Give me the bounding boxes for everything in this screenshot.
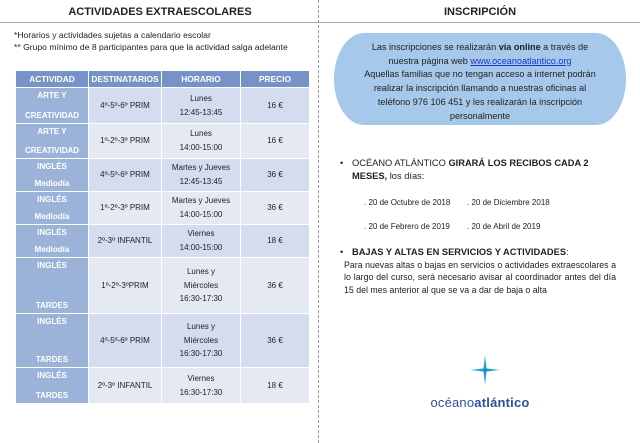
cell-destinatarios-text: 1º-2º-3º PRIM — [100, 203, 150, 213]
note-minimum-group: ** Grupo mínimo de 8 participantes para que la actividad salga adelante — [14, 41, 288, 52]
box-line-1-end: a través de — [540, 42, 589, 52]
table-row — [16, 159, 310, 192]
cell-horario — [162, 88, 241, 124]
changes-colon: : — [566, 247, 569, 257]
cell-precio-text: 36 € — [267, 335, 283, 345]
cell-horario — [162, 159, 241, 192]
cell-actividad — [16, 88, 89, 124]
cell-actividad-text: ARTE Y — [37, 126, 67, 136]
cell-horario — [162, 192, 241, 225]
cell-destinatarios — [89, 124, 162, 159]
title-rule — [0, 22, 320, 23]
table-row — [16, 368, 310, 404]
cell-horario — [162, 225, 241, 258]
cell-destinatarios — [89, 88, 162, 124]
cell-horario-text: Lunes y — [186, 267, 216, 277]
billing-date: . 20 de Octubre de 2018 — [364, 198, 451, 207]
changes-paragraph: Para nuevas altas o bajas en servicios o actividades extraescolares a lo largo del curso, será necesario avisar al coordinador antes del día 15 del mes anterior al que se va a dar de baja o alta — [344, 260, 616, 295]
cell-actividad-text: CREATIVIDAD — [24, 145, 80, 155]
cell-actividad-text: INGLÉS — [37, 316, 67, 326]
billing-months: MESES, — [352, 171, 388, 181]
cell-actividad-text: TARDES — [35, 390, 69, 400]
cell-destinatarios — [89, 159, 162, 192]
cell-actividad — [16, 159, 89, 192]
cell-precio — [241, 88, 310, 124]
cell-horario-text: 12:45-13:45 — [179, 107, 223, 117]
billing-bullet — [340, 157, 620, 183]
cell-horario — [162, 124, 241, 159]
cell-precio-text: 16 € — [267, 100, 283, 110]
cell-precio-text: 18 € — [267, 236, 283, 246]
cell-horario-text: 14:00-15:00 — [179, 143, 223, 152]
header-horario: HORARIO — [162, 71, 241, 88]
cell-horario-text: Miércoles — [183, 335, 219, 345]
bullet-dot: • — [340, 247, 344, 257]
cell-horario-text: 16:30-17:30 — [179, 349, 223, 359]
cell-destinatarios-text: 4º-5º-6º PRIM — [100, 335, 150, 345]
table-row — [16, 314, 310, 368]
inscription-title: INSCRIPCIÓN — [443, 6, 517, 18]
cell-destinatarios-text: 4º-5º-6º PRIM — [100, 100, 150, 110]
table-header-row — [16, 71, 310, 88]
logo-part-atlantico: atlántico — [474, 395, 530, 410]
cell-precio — [241, 225, 310, 258]
cell-horario-text: Lunes — [190, 93, 212, 103]
cell-destinatarios — [89, 258, 162, 314]
table-row — [16, 88, 310, 124]
website-link[interactable]: www.oceanoatlantico.org — [470, 55, 572, 66]
billing-date: . 20 de Febrero de 2019 — [364, 222, 450, 231]
table-row — [16, 225, 310, 258]
box-line-3: Aquellas familias que no tengan acceso a internet podrán — [364, 69, 596, 80]
changes-heading: BAJAS Y ALTAS EN SERVICIOS Y ACTIVIDADES — [352, 247, 567, 257]
cell-actividad-text: INGLÉS — [37, 370, 67, 380]
cell-horario-text: 12:45-13:45 — [179, 177, 223, 186]
cell-precio — [241, 258, 310, 314]
cell-destinatarios-text: 1º-2º-3º PRIM — [100, 136, 150, 146]
cell-horario — [162, 258, 241, 314]
cell-actividad-text: INGLÉS — [37, 161, 67, 171]
cell-precio — [241, 314, 310, 368]
cell-actividad-text: Mediodía — [34, 178, 70, 188]
table-row — [16, 124, 310, 159]
header-destinatarios: DESTINATARIOS — [89, 71, 162, 88]
cell-precio — [241, 368, 310, 404]
cell-precio-text: 18 € — [267, 380, 283, 390]
box-line-5: teléfono 976 106 451 y les realizarán la inscripción — [377, 96, 583, 107]
billing-date: . 20 de Diciembre 2018 — [467, 198, 550, 207]
cell-destinatarios — [89, 314, 162, 368]
cell-precio — [241, 192, 310, 225]
cell-actividad-text: Mediodía — [34, 211, 70, 221]
cell-horario-text: Lunes y — [186, 322, 216, 332]
cell-horario-text: Martes y Jueves — [171, 163, 231, 173]
bullet-dot: • — [340, 158, 344, 168]
cell-horario-text: 14:00-15:00 — [179, 243, 223, 252]
inscription-panel — [320, 0, 640, 443]
cell-horario-text: 16:30-17:30 — [179, 387, 223, 397]
cell-actividad-text: Mediodía — [34, 244, 70, 254]
cell-horario-text: 14:00-15:00 — [179, 210, 223, 219]
note-schedule: *Horarios y actividades sujetas a calendario escolar — [14, 30, 211, 40]
box-line-1: Las inscripciones se realizarán — [371, 42, 499, 52]
notes — [14, 30, 288, 53]
cell-precio — [241, 159, 310, 192]
cell-horario — [162, 314, 241, 368]
cell-actividad — [16, 192, 89, 225]
inscription-info-box — [334, 33, 626, 125]
cell-horario — [162, 368, 241, 404]
cell-horario-text: Miércoles — [183, 280, 219, 290]
cell-precio-text: 36 € — [267, 170, 283, 180]
cell-destinatarios-text: 4º-5º-6º PRIM — [100, 170, 150, 180]
cell-destinatarios-text: 2º-3º INFANTIL — [97, 236, 153, 246]
cell-destinatarios-text: 2º-3º INFANTIL — [97, 380, 153, 390]
cell-actividad-text: TARDES — [35, 300, 69, 310]
cell-actividad-text: INGLÉS — [37, 227, 67, 237]
panel-divider — [318, 0, 319, 443]
box-line-4: realizar la inscripción llamando a nuestras oficinas al — [373, 83, 587, 94]
star-logo-icon — [470, 355, 500, 385]
cell-destinatarios — [89, 225, 162, 258]
cell-horario-text: Martes y Jueves — [171, 196, 231, 206]
logo-part-oceano: océano — [430, 395, 475, 410]
cell-precio — [241, 124, 310, 159]
cell-actividad-text: CREATIVIDAD — [24, 110, 80, 120]
cell-actividad-text: INGLÉS — [37, 194, 67, 204]
table-row — [16, 258, 310, 314]
cell-actividad-text: ARTE Y — [37, 90, 67, 100]
box-line-2: nuestra página web — [388, 55, 471, 66]
box-line-6: personalmente — [449, 110, 511, 121]
cell-destinatarios — [89, 192, 162, 225]
header-actividad: ACTIVIDAD — [16, 71, 89, 88]
cell-actividad-text: INGLÉS — [37, 260, 67, 270]
billing-bold: GIRARÁ LOS RECIBOS CADA 2 — [448, 158, 589, 168]
activities-title: ACTIVIDADES EXTRAESCOLARES — [68, 6, 252, 18]
cell-actividad — [16, 225, 89, 258]
cell-precio-text: 16 € — [267, 136, 283, 146]
cell-horario-text: Viernes — [187, 229, 215, 239]
cell-horario-text: Viernes — [187, 373, 215, 383]
cell-destinatarios — [89, 368, 162, 404]
cell-horario-text: Lunes — [190, 129, 212, 139]
activities-table — [15, 70, 310, 404]
cell-actividad — [16, 258, 89, 314]
billing-days-label: los días: — [387, 171, 425, 181]
brand-logo-text — [320, 395, 640, 410]
cell-actividad-text: TARDES — [35, 354, 69, 364]
cell-actividad — [16, 368, 89, 404]
box-online-bold: vía online — [498, 42, 541, 52]
cell-actividad — [16, 124, 89, 159]
cell-precio-text: 36 € — [267, 203, 283, 213]
billing-company: OCÉANO ATLÁNTICO — [352, 158, 449, 168]
title-rule — [320, 22, 640, 23]
table-row — [16, 192, 310, 225]
cell-horario-text: 16:30-17:30 — [179, 294, 223, 304]
billing-date: . 20 de Abril de 2019 — [467, 222, 541, 231]
cell-actividad — [16, 314, 89, 368]
header-precio: PRECIO — [241, 71, 310, 88]
cell-destinatarios-text: 1º-2º-3ºPRIM — [101, 280, 149, 290]
cell-precio-text: 36 € — [267, 280, 283, 290]
changes-bullet — [340, 246, 620, 259]
